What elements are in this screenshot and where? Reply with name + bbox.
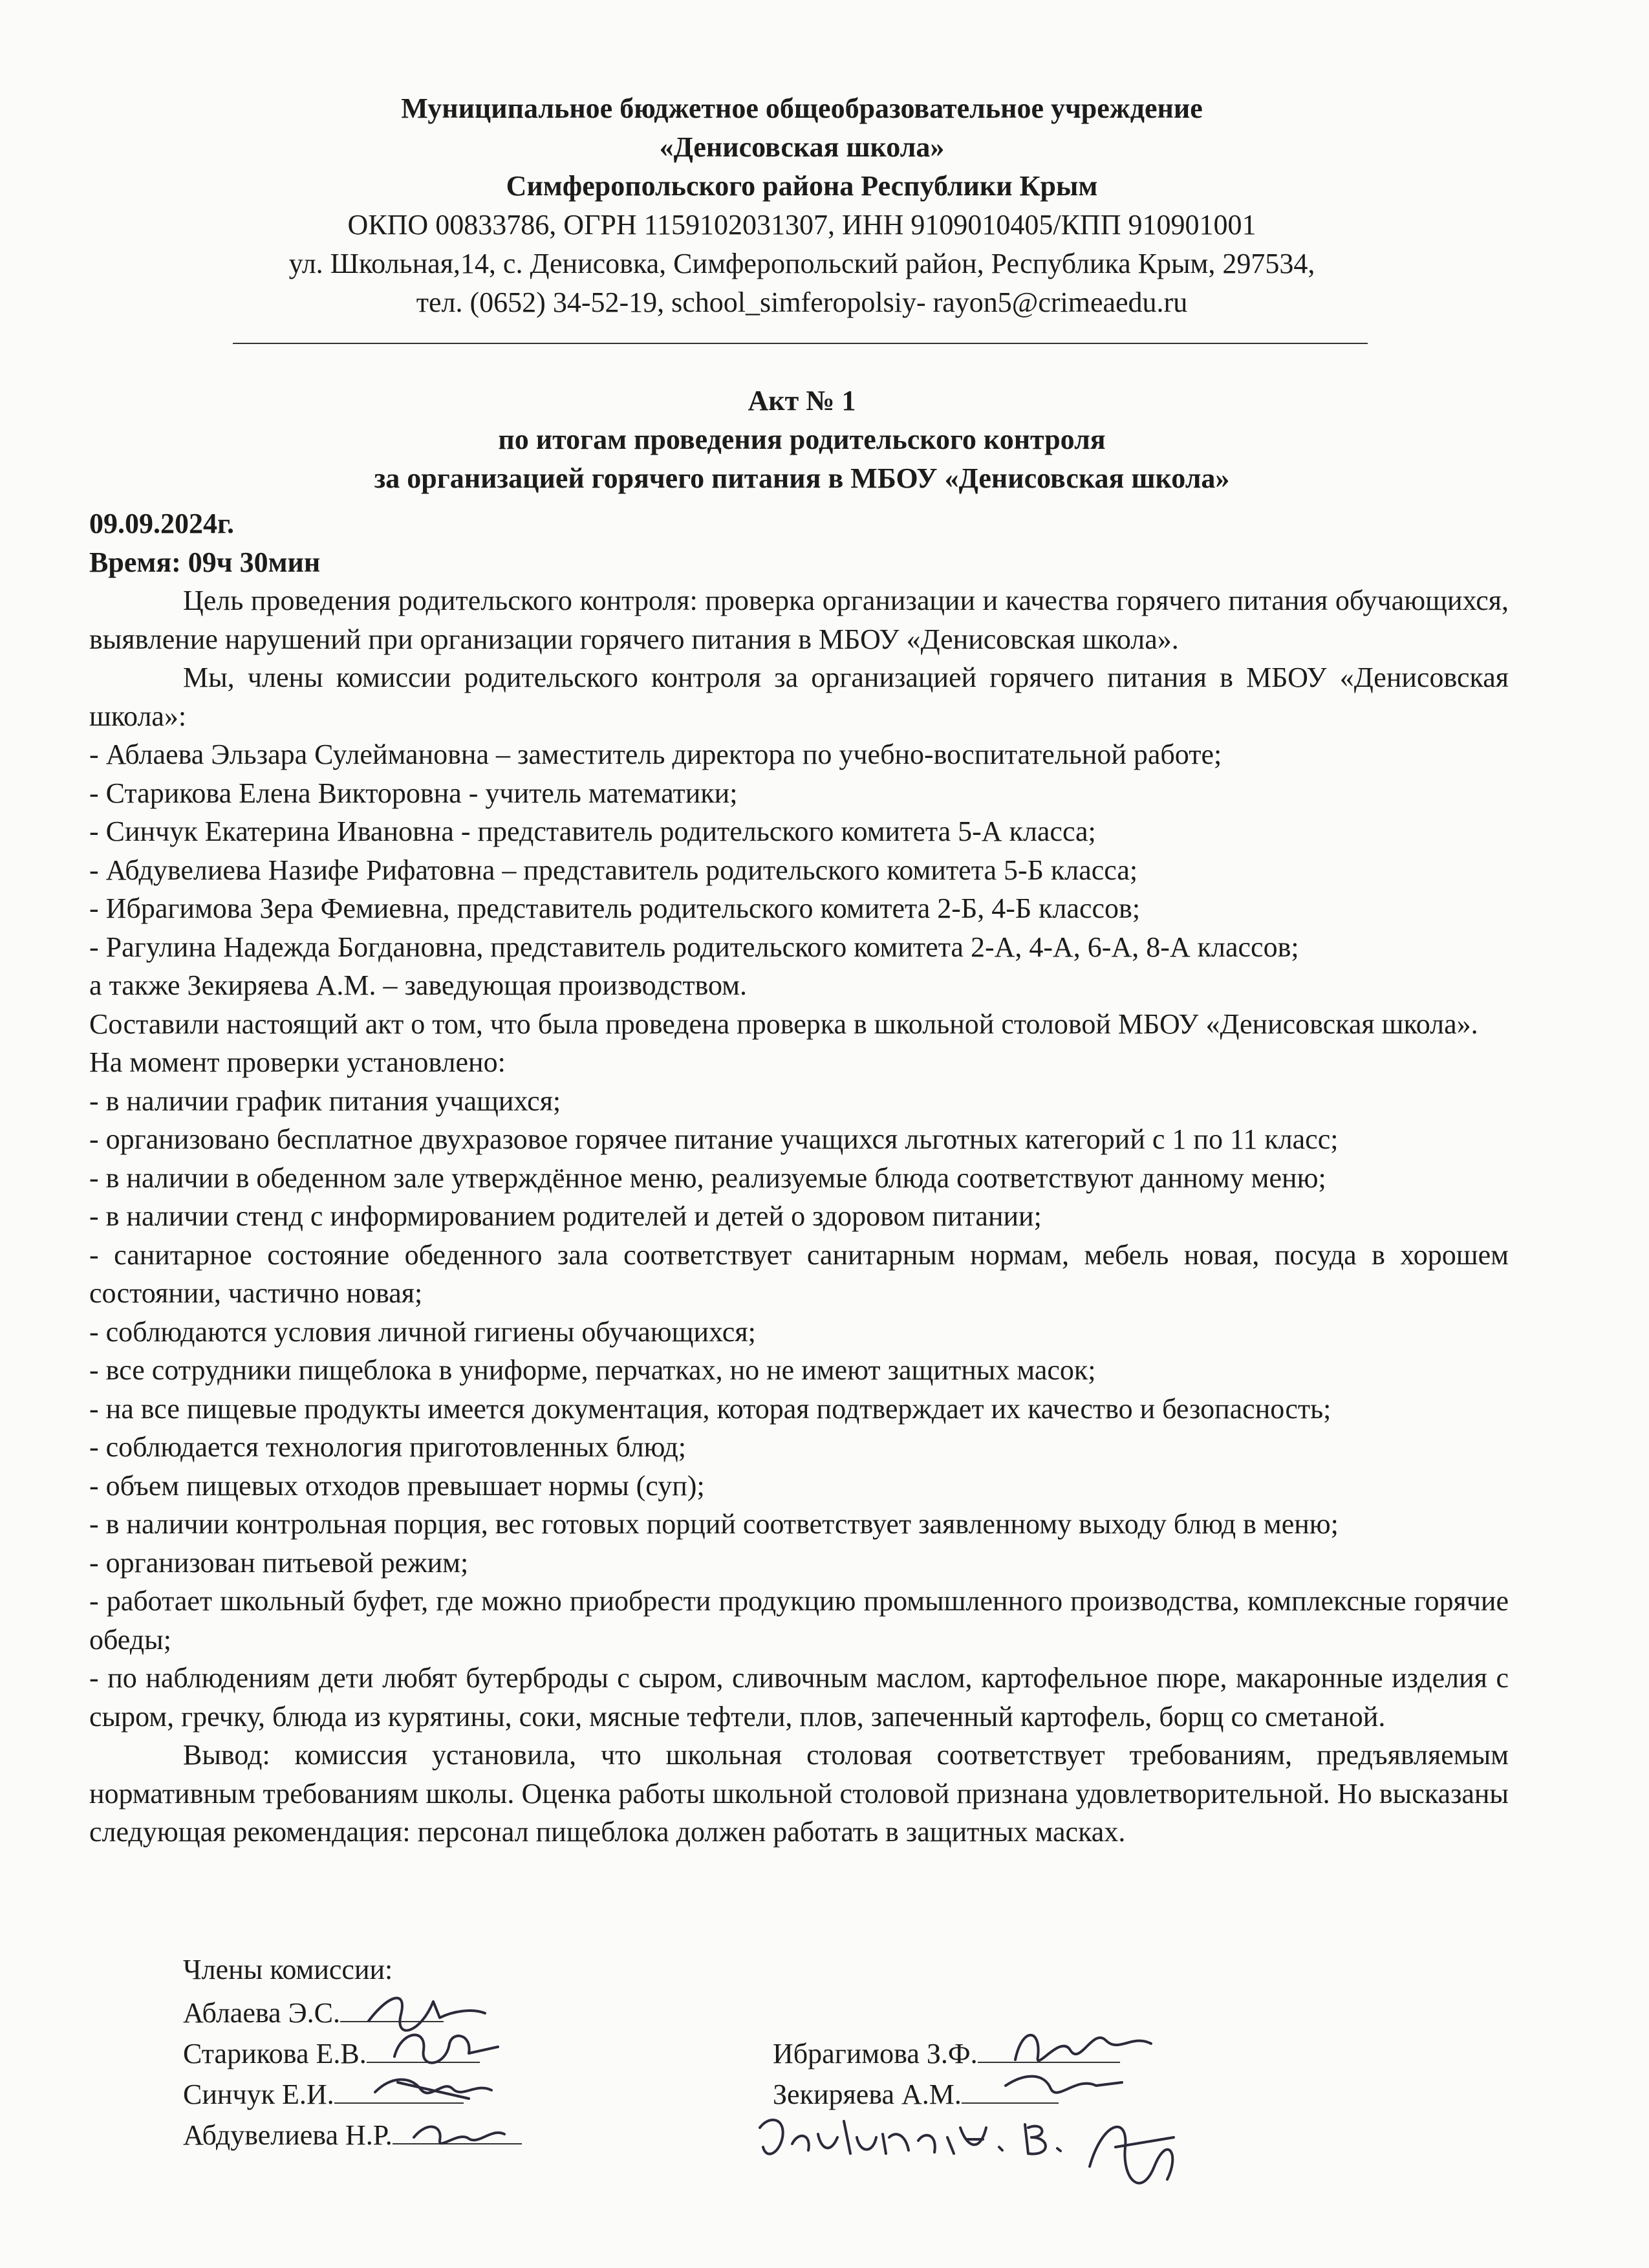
signer-name: Старикова Е.В.: [183, 2038, 367, 2069]
finding-item: - соблюдается технология приготовленных блюд;: [89, 1431, 686, 1463]
contacts: тел. (0652) 34-52-19, school_simferopolsiy- rayon5@crimeaedu.ru: [416, 286, 1188, 318]
signer-name: Зекиряева А.М.: [773, 2079, 962, 2110]
member-item: - Синчук Екатерина Ивановна - представитель родительского комитета 5-А класса;: [89, 815, 1096, 847]
act-body: [89, 504, 1509, 1852]
address: ул. Школьная,14, с. Денисовка, Симферопольский район, Республика Крым, 297534,: [288, 248, 1315, 279]
act-title: [91, 382, 1513, 498]
header-divider: [233, 343, 1368, 344]
signature-block: [0, 1953, 1649, 2251]
member-item: - Старикова Елена Викторовна - учитель математики;: [89, 777, 738, 809]
finding-item: - соблюдаются условия личной гигиены обучающихся;: [89, 1315, 756, 1348]
signer-name: Ибрагимова З.Ф.: [773, 2038, 978, 2069]
signer-name: Аблаева Э.С.: [183, 1997, 340, 2029]
finding-item: - все сотрудники пищеблока в униформе, перчатках, но не имеют защитных масок;: [89, 1354, 1096, 1386]
established-heading: На момент проверки установлено:: [89, 1046, 506, 1078]
member-item: - Абдувелиева Назифе Рифатовна – представитель родительского комитета 5-Б класса;: [89, 854, 1138, 886]
act-time: Время: 09ч 30мин: [89, 546, 321, 578]
registration-codes: ОКПО 00833786, ОГРН 1159102031307, ИНН 9109010405/КПП 910901001: [347, 209, 1256, 241]
school-name: «Денисовская школа»: [659, 131, 945, 163]
finding-item: - в наличии график питания учащихся;: [89, 1085, 561, 1117]
finding-item: - объем пищевых отходов превышает нормы (суп);: [89, 1469, 705, 1502]
finding-item: - работает школьный буфет, где можно приобрести продукцию промышленного производства, комплексные горячие обеды;: [89, 1585, 1509, 1656]
handwritten-signature-ragulina: [753, 2108, 1193, 2212]
letterhead: [91, 89, 1513, 322]
finding-item: - на все пищевые продукты имеется документация, которая подтверждает их качество и безопасность;: [89, 1392, 1331, 1425]
act-subject-2: за организацией горячего питания в МБОУ «Денисовская школа»: [374, 462, 1230, 494]
also-present: а также Зекиряева А.М. – заведующая производством.: [89, 969, 748, 1001]
region-name: Симферопольского района Республики Крым: [506, 170, 1098, 202]
act-subject: по итогам проведения родительского контроля: [498, 424, 1106, 455]
conclusion-paragraph: Вывод: комиссия установила, что школьная столовая соответствует требованиям, предъявляемым нормативным требованиям школы. Оценка работы школьной столовой признана удовлетворительной. Но высказаны следующая рекомендация: персонал пищеблока должен работать в защитных масках.: [89, 1739, 1509, 1848]
finding-item: - организован питьевой режим;: [89, 1546, 469, 1579]
member-item: - Ибрагимова Зера Фемиевна, представитель родительского комитета 2-Б, 4-Б классов;: [89, 892, 1141, 924]
finding-item: - санитарное состояние обеденного зала соответствует санитарным нормам, мебель новая, посуда в хорошем состоянии, частично новая;: [89, 1238, 1509, 1309]
signer-name: Абдувелиева Н.Р.: [183, 2119, 393, 2151]
signer-name: Синчук Е.И.: [183, 2079, 334, 2110]
finding-item: - по наблюдениям дети любят бутерброды с сыром, сливочным маслом, картофельное пюре, макаронные изделия с сыром, гречку, блюда из курятины, соки, мясные тефтели, плов, запеченный картофель, борщ со сметаной.: [89, 1662, 1509, 1733]
act-number: Акт № 1: [748, 385, 856, 416]
finding-item: - организовано бесплатное двухразовое горячее питание учащихся льготных категорий с 1 по 11 класс;: [89, 1123, 1339, 1155]
member-item: - Рагулина Надежда Богдановна, представитель родительского комитета 2-А, 4-А, 6-А, 8-А классов;: [89, 931, 1299, 963]
compiled-paragraph: Составили настоящий акт о том, что была проведена проверка в школьной столовой МБОУ «Денисовская школа».: [89, 1008, 1478, 1040]
members-intro: Мы, члены комиссии родительского контроля за организацией горячего питания в МБОУ «Денисовская школа»:: [89, 662, 1509, 732]
finding-item: - в наличии в обеденном зале утверждённое меню, реализуемые блюда соответствуют данному меню;: [89, 1161, 1326, 1194]
signatures-heading: Члены комиссии:: [183, 1954, 393, 1985]
signature-mark: [407, 2105, 537, 2163]
org-name: Муниципальное бюджетное общеобразовательное учреждение: [401, 92, 1203, 124]
act-date: 09.09.2024г.: [89, 508, 235, 539]
finding-item: - в наличии стенд с информированием родителей и детей о здоровом питании;: [89, 1200, 1042, 1232]
finding-item: - в наличии контрольная порция, вес готовых порций соответствует заявленному выходу блюд в меню;: [89, 1508, 1339, 1540]
member-item: - Аблаева Эльзара Сулеймановна – заместитель директора по учебно-воспитательной работе;: [89, 739, 1222, 770]
purpose-paragraph: Цель проведения родительского контроля: проверка организации и качества горячего питания обучающихся, выявление нарушений при организации горячего питания в МБОУ «Денисовская школа».: [89, 585, 1509, 655]
